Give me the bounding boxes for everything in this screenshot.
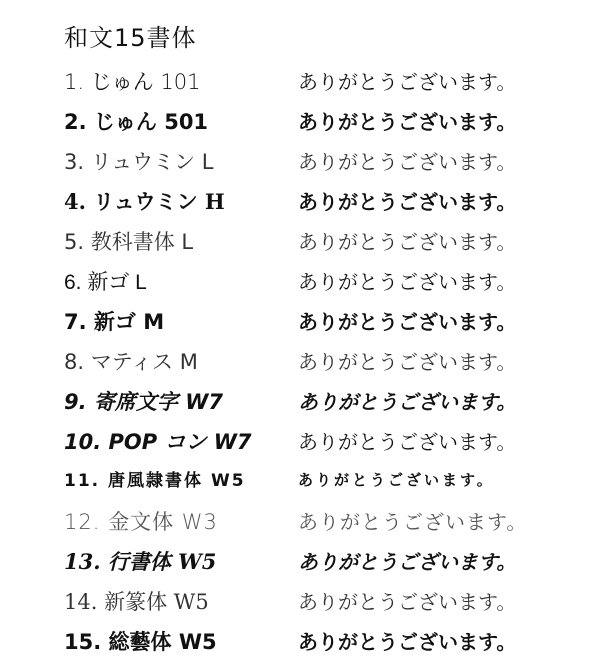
font-name: 5. 教科書体 L <box>64 230 194 254</box>
font-row <box>0 540 600 580</box>
font-sample: ありがとうございます。 <box>298 310 517 334</box>
font-name: 12. 金文体 W3 <box>64 510 218 534</box>
font-row <box>0 180 600 220</box>
font-sample: ありがとうございます。 <box>298 590 517 614</box>
font-name: 10. POP コン W7 <box>64 430 252 454</box>
font-sample: ありがとうございます。 <box>298 550 517 574</box>
font-sample: ありがとうございます。 <box>298 70 517 94</box>
sheet-title: 和文15書体 <box>64 24 197 52</box>
font-row <box>0 140 600 180</box>
font-name: 1. じゅん 101 <box>64 70 201 94</box>
font-sample: ありがとうございます。 <box>298 390 517 414</box>
font-name: 8. マティス M <box>64 350 198 374</box>
font-row <box>0 420 600 460</box>
font-sample: ありがとうございます。 <box>298 432 517 454</box>
font-name: 7. 新ゴ M <box>64 310 165 334</box>
font-name: 4. リュウミン H <box>64 189 225 214</box>
font-row <box>0 260 600 300</box>
font-sample: ありがとうございます。 <box>298 630 517 654</box>
font-name: 13. 行書体 W5 <box>64 549 217 574</box>
font-row <box>0 380 600 420</box>
font-sample: ありがとうございます。 <box>298 110 517 134</box>
font-sample: ありがとうございます。 <box>298 272 517 294</box>
font-sample: ありがとうございます。 <box>298 350 517 374</box>
font-name: 9. 寄席文字 W7 <box>64 390 223 414</box>
font-sample: ありがとうございます。 <box>298 150 517 174</box>
font-sample: ありがとうございます。 <box>298 510 528 534</box>
font-sample: ありがとうございます。 <box>298 190 517 214</box>
font-row <box>0 220 600 260</box>
font-row <box>0 460 600 500</box>
font-name: 2. じゅん 501 <box>64 110 209 134</box>
font-sample: ありがとうございます。 <box>298 230 517 254</box>
font-name: 14. 新篆体 W5 <box>64 590 209 614</box>
font-name: 11. 唐風隷書体 W5 <box>64 471 246 491</box>
font-sample: ありがとうございます。 <box>298 471 495 489</box>
font-row <box>0 300 600 340</box>
font-name: 15. 総藝体 W5 <box>64 630 217 654</box>
font-row <box>0 100 600 140</box>
font-name: 6. 新ゴ L <box>64 271 147 294</box>
font-row <box>0 340 600 380</box>
font-row <box>0 500 600 540</box>
font-row <box>0 580 600 620</box>
font-row <box>0 60 600 100</box>
font-name: 3. リュウミン L <box>64 150 214 174</box>
font-row <box>0 620 600 660</box>
